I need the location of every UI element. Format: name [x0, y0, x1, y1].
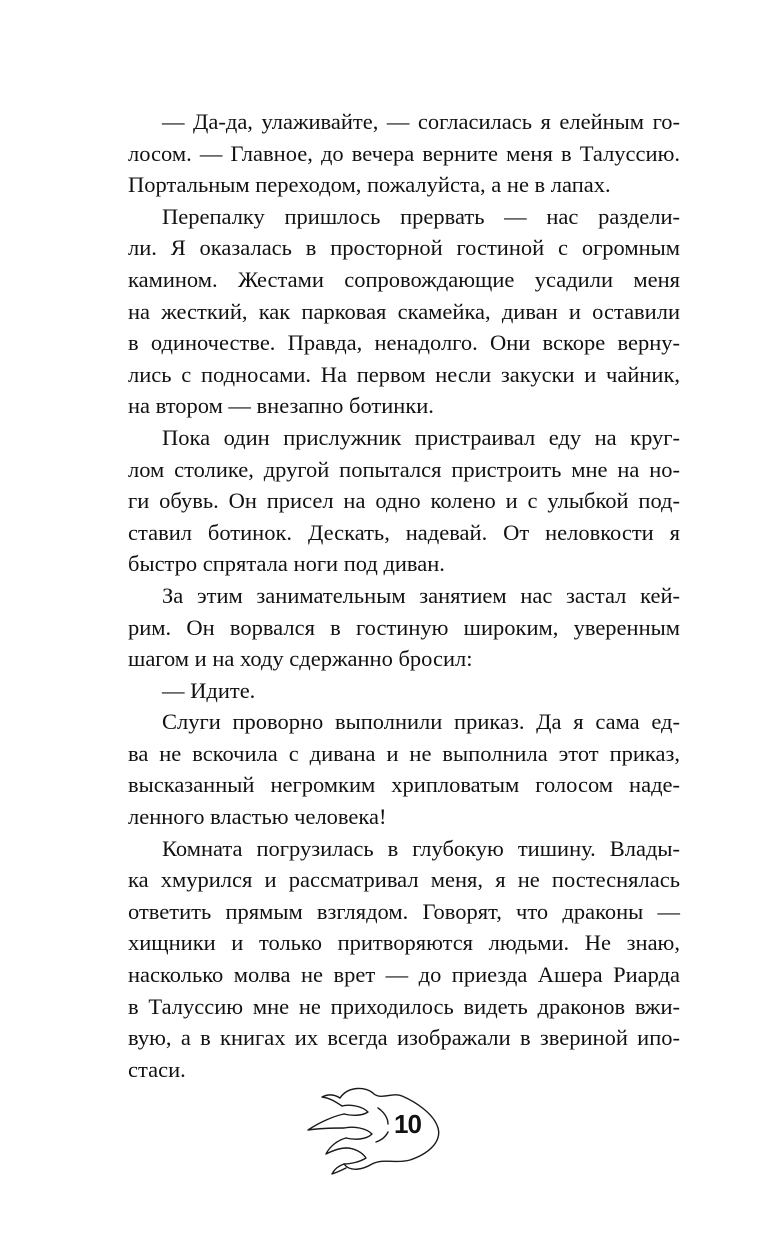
text-line: хищники и только притворяются людьми. Не знаю,	[128, 930, 680, 956]
text-line: лись с подносами. На первом несли закуски и чайник,	[128, 361, 680, 387]
page-folio	[300, 1078, 450, 1178]
text-line: быстро спрятала ноги под диван.	[128, 551, 445, 577]
text-line: ка хмурился и рассматривал меня, я не постеснялась	[128, 867, 680, 893]
text-line: За этим занимательным занятием нас застал кей-	[162, 582, 680, 608]
text-line: насколько молва не врет — до приезда Ашера Риарда	[128, 962, 680, 988]
dragon-claw-icon	[300, 1078, 450, 1178]
text-line: Перепалку пришлось прервать — нас раздели-	[162, 203, 680, 229]
text-line: ответить прямым взглядом. Говорят, что драконы —	[128, 898, 680, 924]
text-line: лосом. — Главное, до вечера верните меня в Талуссию.	[128, 140, 680, 166]
text-line: — Идите.	[162, 677, 256, 703]
text-line: камином. Жестами сопровождающие усадили меня	[128, 266, 680, 292]
text-line: Комната погрузилась в глубокую тишину. Влады-	[162, 835, 680, 861]
text-line: на жесткий, как парковая скамейка, диван и оставили	[128, 298, 680, 324]
page-body-text	[128, 106, 680, 1085]
text-line: ли. Я оказалась в просторной гостиной с огромным	[128, 235, 680, 261]
paragraph-7	[128, 833, 680, 1086]
page-number: 10	[394, 1109, 421, 1139]
text-line: Слуги проворно выполнили приказ. Да я сама ед-	[162, 709, 680, 735]
text-line: в одиночестве. Правда, ненадолго. Они вскоре верну-	[128, 330, 680, 356]
text-line: стаси.	[128, 1056, 186, 1082]
text-line: в Талуссию мне не приходилось видеть драконов вжи-	[128, 993, 680, 1019]
paragraph-2	[128, 201, 680, 422]
text-line: ставил ботинок. Дескать, надевай. От неловкости я	[128, 519, 680, 545]
paragraph-4	[128, 580, 680, 675]
text-line: вую, а в книгах их всегда изображали в звериной ипо-	[128, 1025, 680, 1051]
text-line: ги обувь. Он присел на одно колено и с улыбкой под-	[128, 488, 680, 514]
text-line: — Да-да, улаживайте, — согласилась я елейным го-	[162, 109, 680, 134]
text-line: шагом и на ходу сдержанно бросил:	[128, 646, 473, 672]
text-line: высказанный негромким хрипловатым голосом наде-	[128, 772, 680, 798]
text-line: Пока один прислужник пристраивал еду на круг-	[162, 424, 680, 450]
paragraph-5	[128, 675, 680, 707]
text-line: лом столике, другой попытался пристроить мне на но-	[128, 456, 680, 482]
paragraph-1	[128, 106, 680, 201]
paragraph-3	[128, 422, 680, 580]
text-line: на втором — внезапно ботинки.	[128, 393, 434, 419]
text-line: ва не вскочила с дивана и не выполнила этот приказ,	[128, 740, 680, 766]
paragraph-6	[128, 706, 680, 832]
text-line: ленного властью человека!	[128, 804, 387, 830]
text-line: Портальным переходом, пожалуйста, а не в лапах.	[128, 172, 611, 198]
text-line: рим. Он ворвался в гостиную широким, уверенным	[128, 614, 680, 640]
